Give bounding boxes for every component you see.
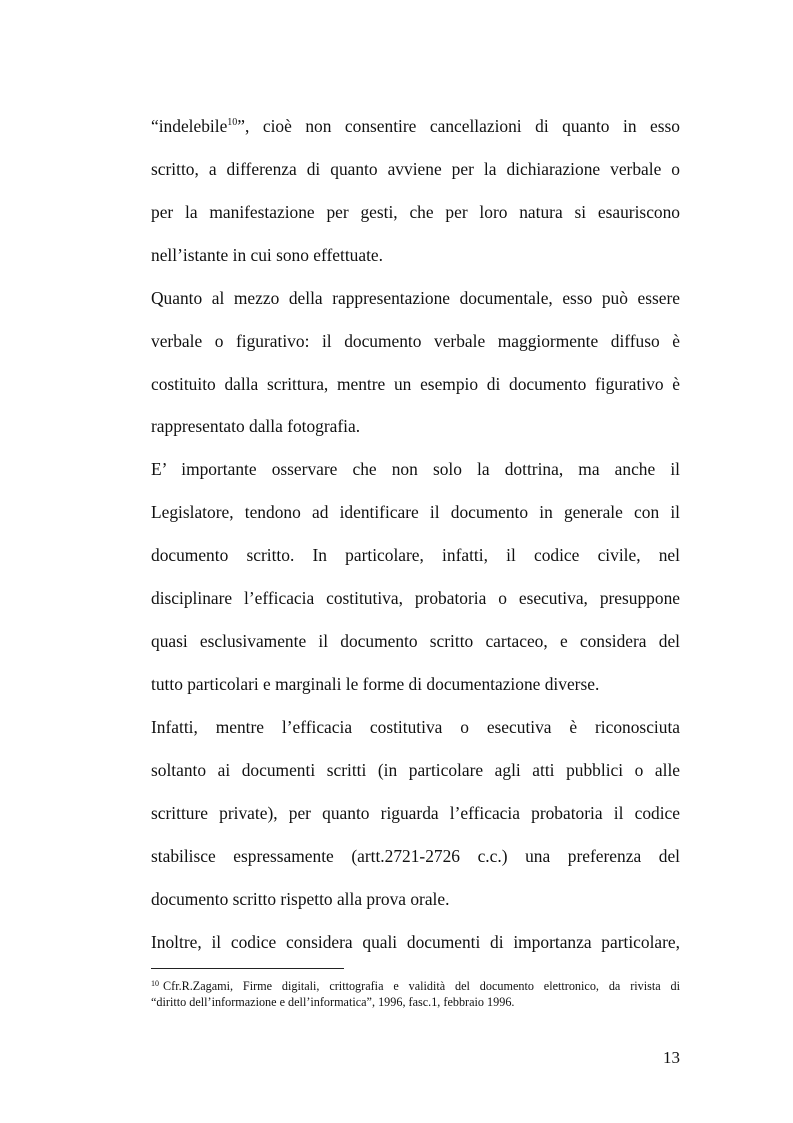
body-line-9: E’ importante osservare che non solo la dottrina, ma anche il: [151, 459, 680, 479]
body-line-3: per la manifestazione per gesti, che per loro natura si esauriscono: [151, 202, 680, 222]
body-line-13: quasi esclusivamente il documento scritto cartaceo, e considera del: [151, 631, 680, 651]
body-text: ”, cioè non consentire cancellazioni di quanto in esso: [237, 116, 680, 136]
body-line-6: verbale o figurativo: il documento verbale maggiormente diffuso è: [151, 331, 680, 351]
footnote-reference[interactable]: 10: [227, 117, 238, 128]
body-line-7: costituito dalla scrittura, mentre un esempio di documento figurativo è: [151, 374, 680, 394]
body-line-12: disciplinare l’efficacia costitutiva, probatoria o esecutiva, presuppone: [151, 588, 680, 608]
body-text: “indelebile: [151, 116, 228, 136]
body-line-18: stabilisce espressamente (artt.2721-2726 c.c.) una preferenza del: [151, 846, 680, 866]
body-line-5: Quanto al mezzo della rappresentazione documentale, esso può essere: [151, 288, 680, 308]
page-number: 13: [663, 1048, 680, 1067]
body-line-16: soltanto ai documenti scritti (in particolare agli atti pubblici o alle: [151, 760, 680, 780]
body-line-2: scritto, a differenza di quanto avviene per la dichiarazione verbale o: [151, 159, 680, 179]
body-line-17: scritture private), per quanto riguarda l’efficacia probatoria il codice: [151, 803, 680, 823]
body-line-4: nell’istante in cui sono effettuate.: [151, 245, 383, 265]
body-line-1: [151, 115, 680, 141]
body-line-10: Legislatore, tendono ad identificare il documento in generale con il: [151, 502, 680, 522]
body-line-8: rappresentato dalla fotografia.: [151, 416, 361, 436]
footnote-separator: [151, 968, 344, 969]
body-line-19: documento scritto rispetto alla prova orale.: [151, 889, 450, 909]
body-line-20: Inoltre, il codice considera quali documenti di importanza particolare,: [151, 932, 680, 952]
body-line-15: Infatti, mentre l’efficacia costitutiva o esecutiva è riconosciuta: [151, 717, 680, 737]
body-line-14: tutto particolari e marginali le forme di documentazione diverse.: [151, 674, 600, 694]
footnote-text: Cfr.R.Zagami, Firme digitali, crittografia e validità del documento elettronico, da rivista di: [163, 979, 680, 993]
body-line-11: documento scritto. In particolare, infatti, il codice civile, nel: [151, 545, 680, 565]
footnote-number: 10: [151, 979, 159, 988]
footnote-line-2: “diritto dell’informazione e dell’informatica”, 1996, fasc.1, febbraio 1996.: [151, 995, 515, 1009]
